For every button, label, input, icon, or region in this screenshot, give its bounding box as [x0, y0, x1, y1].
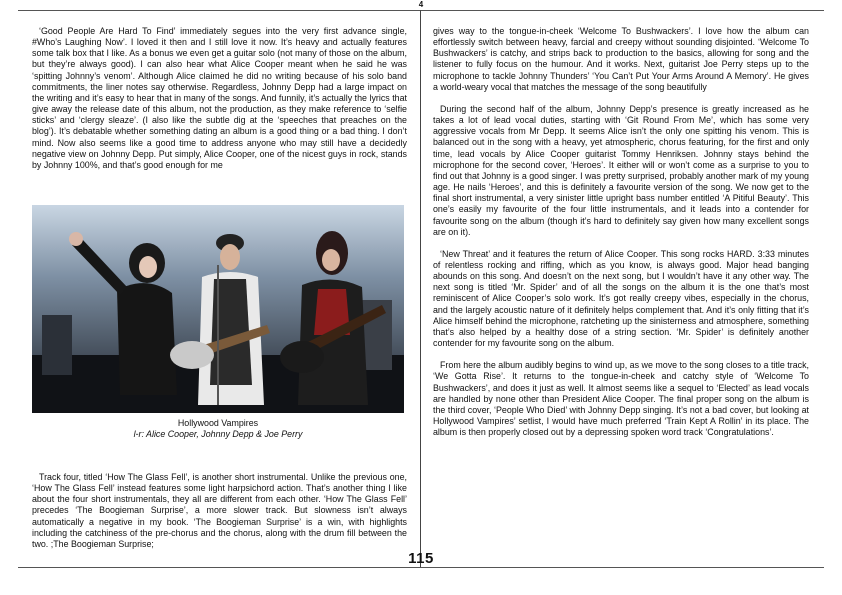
- left-paragraph-2: Track four, titled ‘How The Glass Fell’, is another short instrumental. Unlike the previous one, ‘How The Glass Fell’ instead features some light harpsichord action. That’s another thing I like about the four short instrumentals, they all are different from each other. ‘How The Glass Fell’ precedes ‘The Boogieman Surprise’, a more slower track. But slowness isn’t always automatically a negative in my book. ‘The Boogieman Surprise’ is a win, with highlights including the catchiness of the pre-chorus and the chorus, along with the drum fill between the two. ;The Boogieman Surprise;: [32, 472, 407, 549]
- band-photo: [32, 205, 404, 413]
- right-paragraph-3: ‘New Threat’ and it features the return of Alice Cooper. This song rocks HARD. 3:33 minutes of relentless rocking and riffing, which as you know, is always good. Major head banging abounds on this song. And doesn’t on the next song, but I wouldn’t have it any other way. The next song is titled ‘Mr. Spider’ and of all the songs on the album it is the one that’s most reminiscent of Alice Cooper’s solo work. It’s got really creepy vibes, especially in the chorus, and the largely acoustic nature of it definitely helps complement that. And it’s only fitting that it’s Alice himself behind the microphone, ratcheting up the sinisterness and atmosphere, something that’s also helped by a healthy dose of a string section. ‘Mr. Spider’ is definitely another contender for my favourite song on the album.: [433, 248, 809, 349]
- top-rule: [18, 10, 824, 11]
- caption-title: Hollywood Vampires: [177, 418, 259, 428]
- left-paragraph-1: ‘Good People Are Hard To Find’ immediately segues into the very first advance single, #Who’s Laughing Now’. I loved it then and I still love it now. It’s heavy and actually features some talk box that I like. As a bonus we even get a guitar solo (not many of those on the album, but they’re always good). I can also hear what Alice Cooper meant when he said he was ‘spitting Johnny’s venom’. Although Alice claimed he did no writing because of his solo band commitments, the liner notes say otherwise. Regardless, Johnny Depp had a large impact on the writing and it’s easy to hear that in many of the songs. And funnily, it’s actually the lyrics that give away the release date of this album, not the production, as they make reference to ‘selfie sticks’ and ‘clergy sleaze’. (I also like the subtle dig at the ‘speeches that preaches on the blog’). It’s debatable whether something dating an album is a good thing or a bad thing. I don’t mind. Now also seems like a good time to address anyone who may still have a decidedly negative view on Johnny Depp. Put simply, Alice Cooper, one of the nicest guys in rock, stands by Johnny 100%, and that’s good enough for me: [32, 26, 407, 170]
- right-paragraph-1: gives way to the tongue-in-cheek ‘Welcome To Bushwackers’. I love how the album can effortlessly switch between heavy, farcial and creepy without sounding disjointed. ‘Welcome To Bushwackers’ is catchy, and strips back to production to the basics, allowing for song and the listener to fully focus on the humour. And it works. Next, guitarist Joe Perry steps up to the microphone to tackle Johnny Thunders’ ‘You Can’t Put Your Arms Around A Memory’. He gives a world-weary vocal that matches the message of the song beautifully: [433, 26, 809, 92]
- bottom-rule: [18, 567, 824, 568]
- caption-subtitle: l-r: Alice Cooper, Johnny Depp & Joe Perry: [133, 429, 303, 439]
- band-photo-illustration: [32, 205, 404, 413]
- column-divider: [420, 10, 421, 568]
- left-column-lower: [32, 472, 407, 561]
- right-paragraph-4: From here the album audibly begins to wind up, as we move to the song closes to a title track, ‘We Gotta Rise’. It returns to the tongue-in-cheek and catchy style of ‘Welcome To Bushwackers’, and does it just as well. It almost seems like a sequel to ‘Elected’ as lead vocals are handled by none other than President Alice Cooper. The final proper song on the album is the third cover, ‘People Who Died’ with Johnny Depp singing. It’s not a bad cover, but looking at Hollywood Vampires’ setlist, I would have much preferred ‘Train Kept A Rollin’ in its place. The album is then properly closed out by a depressing spoken word track ‘Congratulations’.: [433, 360, 809, 438]
- page-number-top: 4: [418, 0, 424, 9]
- page-number: 115: [408, 550, 434, 567]
- right-column: [433, 26, 809, 449]
- photo-caption: [32, 418, 404, 440]
- right-paragraph-2: During the second half of the album, Johnny Depp’s presence is greatly increased as he takes a lot of lead vocal duties, starting with ‘Git Round From Me’, which has some very aggressive vocals from Mr Depp. It seems Alice isn’t the only one spitting his venom. This is balanced out in the song with a heavy, yet atmospheric, chorus featuring, for the first and only time, lead vocals by Alice Cooper guitarist Tommy Henriksen. Johnny stays behind the microphone for the second cover, ‘Heroes’. It either will or won’t come as a surprise to you to find out that Johnny is a good singer. I was pretty surprised, probably another mark of my young age. He nails ‘Heroes’, and this is definitely a favourite version of the song. We now get to the final short instrumental, a very sinister little upright bass number entitled ‘A Pitiful Beauty’. This one’s easily my favourite of the four little instrumentals, and it leads into a contender for favourite song on the album (though it’s hard to definitely say given how many excellent songs are on it).: [433, 103, 809, 237]
